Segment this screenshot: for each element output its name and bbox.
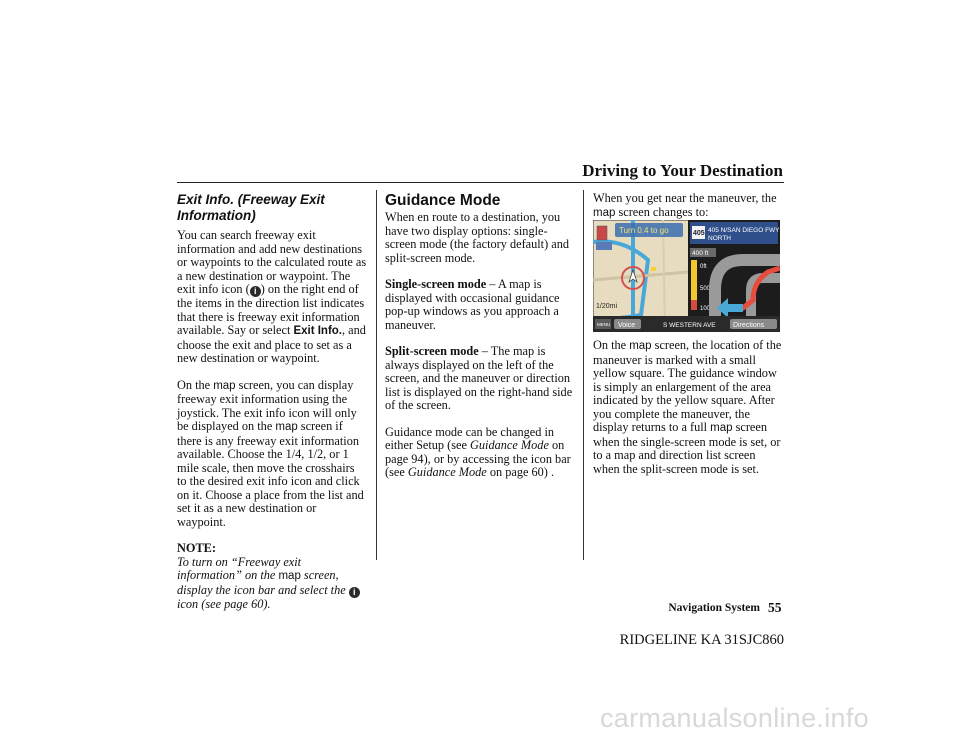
distance-tick-3: 1000 <box>700 306 714 312</box>
exit-info-label: Exit Info. <box>293 325 342 337</box>
header-rule <box>177 182 784 183</box>
highway-shield: 405 <box>693 230 705 237</box>
street-name: S WESTERN AVE <box>663 322 716 329</box>
note-block <box>177 542 367 611</box>
column-guidance-mode <box>385 192 575 493</box>
info-icon: i <box>349 587 360 598</box>
maneuver-intro: When you get near the maneuver, the map screen changes to: <box>593 191 777 219</box>
column-divider-2 <box>583 190 584 560</box>
page-number: 55 <box>768 600 782 615</box>
exit-info-paragraph-2: On the map screen, you can display freeway exit information using the joystick. The exit info icon will only be displayed on the map screen if there is any freeway exit information available. Choose the 1/4, 1/2, or 1 mile scale, then move the crosshairs to the desired exit info icon and click on it. Choose a place from the list and set it as a new destination or waypoint. <box>177 377 364 529</box>
guidance-paragraph-4: Guidance mode can be changed in either Setup (see Guidance Mode on page 94), or by accessing the icon bar (see Guidance Mode on page 60) . <box>385 424 571 479</box>
note-text: To turn on “Freeway exit information” on the map screen, display the icon bar and select the i icon (see page 60). <box>177 556 367 612</box>
watermark: carmanualsonline.info <box>600 703 869 733</box>
distance-tick-2: 500 <box>700 286 711 292</box>
note-label: NOTE: <box>177 541 216 555</box>
document-code: RIDGELINE KA 31SJC860 <box>619 632 784 648</box>
directions-button: Directions <box>733 322 765 329</box>
page-header: Driving to Your Destination <box>582 161 783 180</box>
guidance-paragraph-1: When en route to a destination, you have two display options: single-screen mode (the factory default) and split-screen mode. <box>385 210 570 265</box>
turn-instruction: Turn 0.4 to go <box>619 226 669 235</box>
navigation-screen-image <box>593 220 780 332</box>
single-screen-paragraph: Single-screen mode – A map is displayed with occasional guidance pop-up windows as you approach a maneuver. <box>385 277 560 332</box>
distance-box: 400 ft <box>692 250 709 257</box>
highway-direction: NORTH <box>708 235 731 242</box>
info-icon: i <box>250 286 261 297</box>
maneuver-description <box>593 339 783 489</box>
split-screen-paragraph: Split-screen mode – The map is always displayed on the left of the screen, and the maneuver or direction list is displayed on the right-hand side of the screen. <box>385 344 573 412</box>
footer-label: Navigation System <box>668 602 760 614</box>
maneuver-paragraph: On the map screen, the location of the maneuver is marked with a small yellow square. The guidance window is simply an enlargement of the area indicated by the yellow square. After you complete the maneuver, the display returns to a full map screen when the single-screen mode is set, or to a map and direction list screen when the split-screen mode is set. <box>593 338 782 476</box>
guidance-mode-heading: Guidance Mode <box>385 192 501 209</box>
menu-button: MENU <box>597 322 611 327</box>
column-divider-1 <box>376 190 377 560</box>
highway-name: 405 N/SAN DIEGO FWY <box>708 227 780 234</box>
distance-tick-1: 0ft <box>700 264 707 270</box>
voice-button: Voice <box>618 322 636 329</box>
column-exit-info <box>177 192 367 611</box>
exit-info-paragraph-1: You can search freeway exit information and add new destinations or waypoints to the calculated route as a new destination or waypoint. The exit info icon ( i ) on the right end of the items in the direction list indicates that there is freeway exit information available. Say or select Exit Info., and choose the exit and place to set as a new destination or waypoint. <box>177 228 367 365</box>
map-scale: 1/20mi <box>596 303 618 310</box>
exit-info-heading: Exit Info. (Freeway Exit Information) <box>177 192 325 223</box>
